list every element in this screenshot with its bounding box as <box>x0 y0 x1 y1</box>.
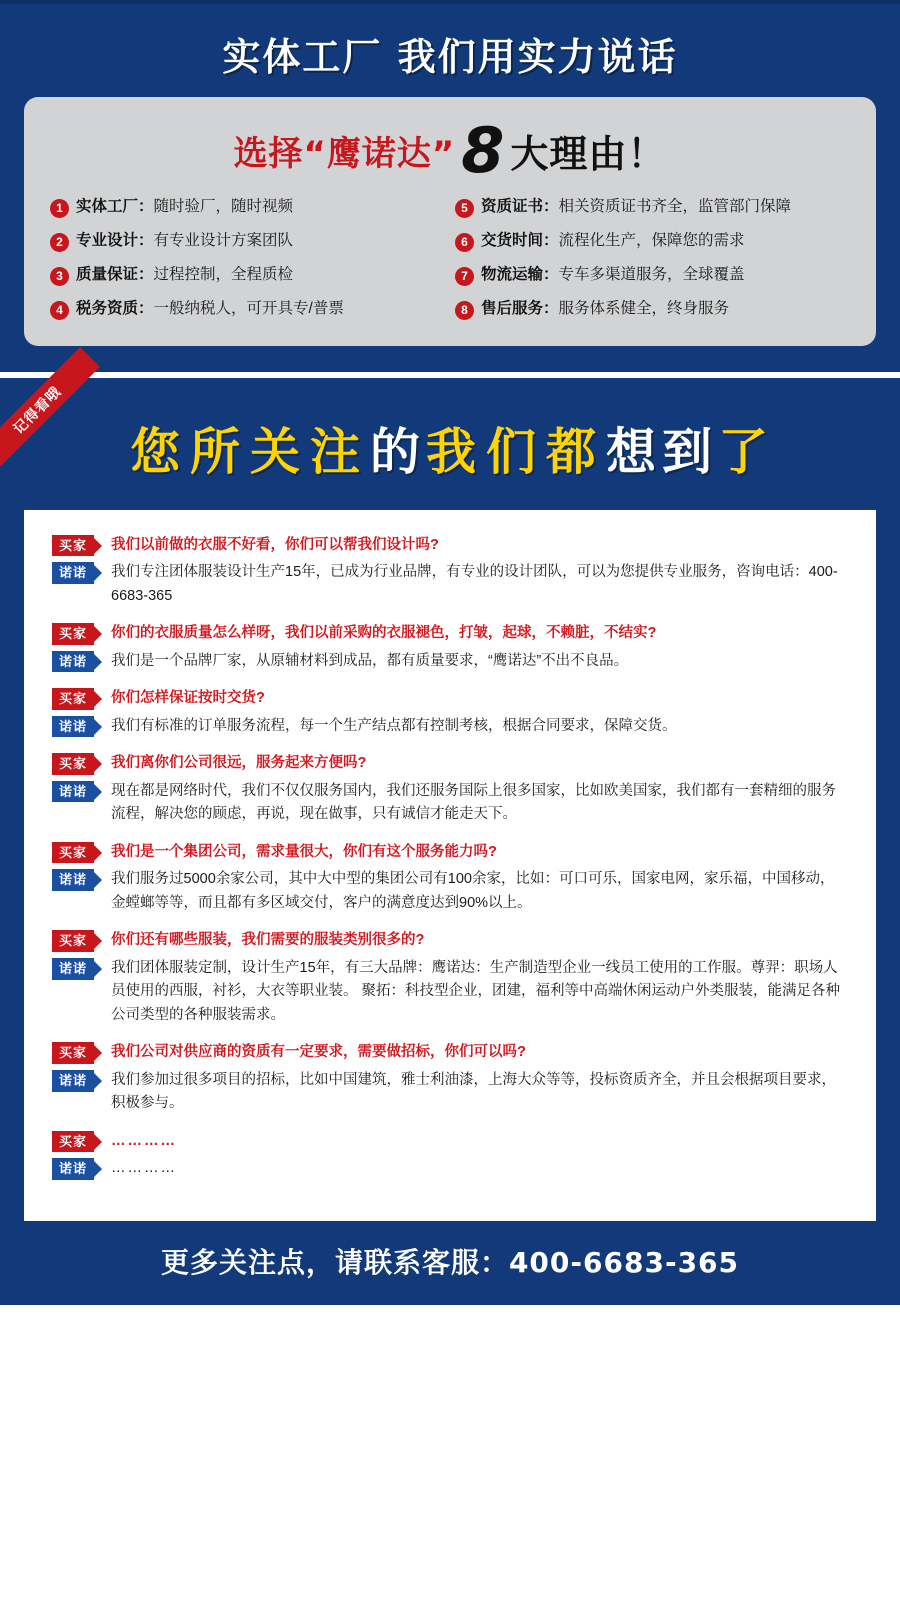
buyer-tag: 买家 <box>52 1131 94 1153</box>
reason-title: 专业设计 <box>76 231 139 249</box>
brand-tag: 诺诺 <box>52 1158 94 1180</box>
reason-colon: ： <box>138 197 154 215</box>
qa-question-text: 我们以前做的衣服不好看，你们可以帮我们设计吗? <box>111 536 439 553</box>
reason-text: 流程化生产，保障您的需求 <box>558 231 745 249</box>
brand-tag: 诺诺 <box>52 781 94 803</box>
qa-group <box>52 534 848 609</box>
qa-answer-text: 现在都是网络时代，我们不仅仅服务国内，我们还服务国际上很多国家，比如欧美国家，我们都有一套精细的服务流程，解决您的顾虑，再说，现在做事，只有诚信才能走天下。 <box>111 782 837 823</box>
brand-tag: 诺诺 <box>52 562 94 584</box>
qa-question-text: 你们还有哪些服装，我们需要的服装类别很多的? <box>111 932 425 949</box>
faq-title-part-2: 的 <box>370 422 426 481</box>
reason-number: 7 <box>455 267 474 286</box>
reason-item <box>50 265 445 286</box>
faq-title-part-5: 了 <box>718 422 770 481</box>
qa-answer-row <box>52 780 848 827</box>
reason-colon: ： <box>138 231 154 249</box>
reason-text: 随时验厂，随时视频 <box>153 197 294 215</box>
reason-colon: ： <box>543 197 559 215</box>
buyer-tag: 买家 <box>52 623 94 645</box>
qa-question-text: ………… <box>111 1132 178 1149</box>
buyer-tag: 买家 <box>52 842 94 864</box>
qa-question-text: 我们离你们公司很远，服务起来方便吗? <box>111 755 367 772</box>
reason-number: 1 <box>50 199 69 218</box>
reason-number: 6 <box>455 233 474 252</box>
reason-colon: ： <box>543 265 559 283</box>
qa-group <box>52 929 848 1027</box>
brand-tag: 诺诺 <box>52 869 94 891</box>
brand-tag: 诺诺 <box>52 651 94 673</box>
qa-answer-text: 我们专注团体服装设计生产15年，已成为行业品牌，有专业的设计团队，可以为您提供专业服务，咨询电话：400-6683-365 <box>111 564 838 604</box>
faq-title-part-1: 您所关注 <box>130 422 370 481</box>
reason-colon: ： <box>543 231 559 249</box>
qa-question-row <box>52 1041 848 1064</box>
qa-answer-text: 我们有标准的订单服务流程，每一个生产结点都有控制考核，根据合同要求，保障交货。 <box>111 717 677 734</box>
qa-answer-row <box>52 715 848 738</box>
qa-group <box>52 1041 848 1116</box>
qa-answer-text: ………… <box>111 1160 178 1177</box>
faq-card <box>24 510 876 1221</box>
qa-question-text: 你们怎样保证按时交货? <box>111 690 265 707</box>
brand-tag: 诺诺 <box>52 716 94 738</box>
qa-answer-row <box>52 868 848 915</box>
qa-group <box>52 1130 848 1181</box>
qa-group <box>52 687 848 738</box>
reason-number: 3 <box>50 267 69 286</box>
buyer-tag: 买家 <box>52 930 94 952</box>
reason-number: 8 <box>455 301 474 320</box>
reason-text: 一般纳税人，可开具专/普票 <box>153 299 344 317</box>
qa-answer-row <box>52 561 848 608</box>
qa-answer-row <box>52 957 848 1027</box>
qa-group <box>52 841 848 916</box>
qa-question-row <box>52 752 848 775</box>
qa-answer-text: 我们参加过很多项目的招标，比如中国建筑，雅士利油漆，上海大众等等，投标资质齐全，并且会根据项目要求，积极参与。 <box>111 1071 837 1112</box>
reason-item <box>455 197 850 218</box>
brand-tag: 诺诺 <box>52 1070 94 1092</box>
reason-item <box>455 265 850 286</box>
qa-question-row <box>52 534 848 557</box>
reason-title: 资质证书 <box>481 197 544 215</box>
reason-title: 实体工厂 <box>76 197 139 215</box>
reason-text: 服务体系健全，终身服务 <box>558 299 730 317</box>
faq-title-part-3: 我们都 <box>426 422 606 481</box>
buyer-tag: 买家 <box>52 535 94 557</box>
faq-title <box>0 378 900 510</box>
reason-item <box>50 197 445 218</box>
reason-text: 相关资质证书齐全，监管部门保障 <box>558 197 792 215</box>
buyer-tag: 买家 <box>52 1042 94 1064</box>
qa-group <box>52 622 848 673</box>
qa-answer-row <box>52 1069 848 1116</box>
buyer-tag: 买家 <box>52 688 94 710</box>
section-faq <box>0 372 900 1305</box>
buyer-tag: 买家 <box>52 753 94 775</box>
reason-number: 5 <box>455 199 474 218</box>
qa-question-row <box>52 687 848 710</box>
qa-answer-text: 我们团体服装定制，设计生产15年，有三大品牌：鹰诺达：生产制造型企业一线员工使用的工作服。尊羿：职场人员使用的西服，衬衫，大衣等职业装。 聚拓：科技型企业，团建，福利等中高端休闲运动户外类服装，能满足各种公司类型的各种服装需求。 <box>111 959 841 1023</box>
banner-title: 实体工厂 我们用实力说话 <box>222 35 678 79</box>
reason-title: 售后服务 <box>481 299 544 317</box>
qa-answer-row <box>52 650 848 673</box>
reason-number: 2 <box>50 233 69 252</box>
qa-question-row <box>52 1130 848 1153</box>
reason-number: 4 <box>50 301 69 320</box>
reason-item <box>50 231 445 252</box>
qa-question-row <box>52 841 848 864</box>
qa-group <box>52 752 848 827</box>
headline-suffix: 大理由！ <box>510 132 667 177</box>
reason-item <box>455 231 850 252</box>
qa-question-row <box>52 622 848 645</box>
qa-answer-row <box>52 1157 848 1180</box>
reason-colon: ： <box>138 299 154 317</box>
reason-title: 税务资质 <box>76 299 139 317</box>
headline-prefix: 选择“鹰诺达” <box>233 134 456 175</box>
contact-footer: 更多关注点，请联系客服：400-6683-365 <box>0 1221 900 1305</box>
faq-title-part-4: 想到 <box>606 422 718 481</box>
reasons-grid <box>50 197 850 320</box>
reason-colon: ： <box>543 299 559 317</box>
qa-question-text: 你们的衣服质量怎么样呀，我们以前采购的衣服褪色，打皱，起球，不赖脏，不结实? <box>111 625 657 642</box>
reason-colon: ： <box>138 265 154 283</box>
reason-text: 有专业设计方案团队 <box>153 231 294 249</box>
qa-answer-text: 我们服务过5000余家公司，其中大中型的集团公司有100余家，比如：可口可乐，国家电网，家乐福，中国移动，金螳螂等等，而且都有多区域交付，客户的满意度达到90%以上。 <box>111 871 835 911</box>
reason-title: 交货时间 <box>481 231 544 249</box>
reason-text: 过程控制，全程质检 <box>153 265 294 283</box>
qa-question-text: 我们是一个集团公司，需求量很大，你们有这个服务能力吗? <box>111 843 497 860</box>
reason-title: 物流运输 <box>481 265 544 283</box>
qa-question-row <box>52 929 848 952</box>
reasons-headline <box>50 114 850 197</box>
reason-item <box>455 299 850 320</box>
headline-number: 8 <box>461 114 505 187</box>
corner-ribbon: 记得看哦 <box>0 347 100 473</box>
reason-item <box>50 299 445 320</box>
qa-question-text: 我们公司对供应商的资质有一定要求，需要做招标，你们可以吗? <box>111 1044 526 1061</box>
reasons-card <box>24 97 876 346</box>
qa-answer-text: 我们是一个品牌厂家，从原辅材料到成品，都有质量要求，“鹰诺达”不出不良品。 <box>111 652 629 669</box>
brand-tag: 诺诺 <box>52 958 94 980</box>
reason-title: 质量保证 <box>76 265 139 283</box>
section-eight-reasons <box>0 0 900 372</box>
reason-text: 专车多渠道服务，全球覆盖 <box>558 265 745 283</box>
